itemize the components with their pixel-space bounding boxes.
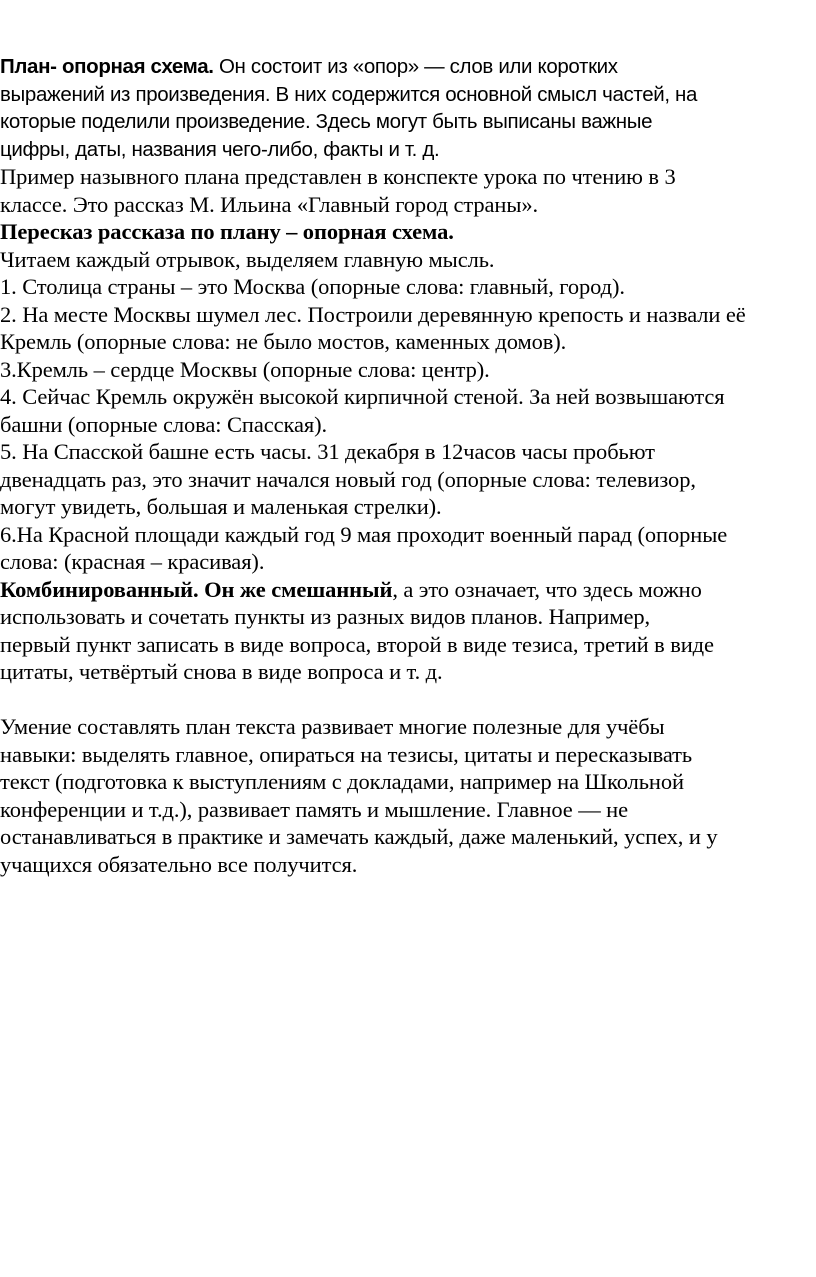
list-item — [0, 301, 816, 356]
paragraph-line: останавливаться в практике и замечать каждый, даже маленький, успех, и у — [0, 824, 718, 849]
paragraph-line: навыки: выделять главное, опираться на тезисы, цитаты и пересказывать — [0, 741, 693, 767]
list-item-line: Кремль (опорные слова: не было мостов, каменных домов). — [0, 329, 567, 354]
paragraph-line: цифры, даты, названия чего-либо, факты и т. д. — [0, 137, 440, 161]
retelling-intro: Читаем каждый отрывок, выделяем главную мысль. — [0, 246, 495, 272]
paragraph-line: выражений из произведения. В них содержится основной смысл частей, на — [0, 82, 698, 106]
paragraph-line: классе. Это рассказ М. Ильина «Главный город страны». — [0, 191, 539, 217]
list-item-line: 2. На месте Москвы шумел лес. Построили деревянную крепость и назвали её — [0, 301, 746, 327]
paragraph-line: учащихся обязательно все получится. — [0, 851, 358, 877]
list-item-line: двенадцать раз, это значит начался новый год (опорные слова: телевизор, — [0, 466, 696, 492]
example-section — [0, 163, 816, 218]
list-item-line: 1. Столица страны – это Москва (опорные слова: главный, город). — [0, 274, 625, 299]
list-item — [0, 438, 816, 521]
plan-support-first-line — [0, 53, 816, 81]
list-item — [0, 356, 816, 384]
paragraph-line: первый пункт записать в виде вопроса, второй в виде тезиса, третий в виде — [0, 631, 714, 657]
conclusion-section — [0, 713, 816, 878]
combined-section — [0, 576, 816, 686]
paragraph-line: которые поделили произведение. Здесь могут быть выписаны важные — [0, 110, 653, 133]
list-item-line: слова: (красная – красивая). — [0, 549, 265, 574]
list-item-line: 6.На Красной площади каждый год 9 мая проходит военный парад (опорные — [0, 521, 728, 547]
combined-text: , а это означает, что здесь можно — [392, 576, 702, 602]
retelling-heading-text: Пересказ рассказа по плану – опорная схема. — [0, 219, 454, 244]
plan-support-section — [0, 53, 816, 163]
retelling-heading — [0, 218, 816, 246]
list-item-line: башни (опорные слова: Спасская). — [0, 411, 328, 437]
paragraph-spacer — [0, 686, 816, 714]
list-item — [0, 383, 816, 438]
paragraph-line: конференции и т.д.), развивает память и мышление. Главное — не — [0, 796, 628, 822]
list-item-line: 5. На Спасской башне есть часы. 31 декабря в 12часов часы пробьют — [0, 439, 655, 464]
plan-support-heading: План- опорная схема. — [0, 55, 214, 78]
paragraph-line: цитаты, четвёртый снова в виде вопроса и т. д. — [0, 659, 443, 684]
plan-support-text: Он состоит из «опор» — слов или коротких — [213, 55, 618, 78]
list-item — [0, 273, 816, 301]
paragraph-line: Пример назывного плана представлен в конспекте урока по чтению в 3 — [0, 164, 676, 189]
list-item — [0, 521, 816, 576]
retelling-section — [0, 218, 816, 576]
paragraph-line: Умение составлять план текста развивает многие полезные для учёбы — [0, 714, 665, 739]
combined-first-line — [0, 576, 816, 604]
document-page — [0, 53, 816, 878]
paragraph-line: использовать и сочетать пункты из разных видов планов. Например, — [0, 604, 651, 629]
list-item-line: 3.Кремль – сердце Москвы (опорные слова: центр). — [0, 356, 490, 382]
combined-heading: Комбинированный. Он же смешанный — [0, 576, 393, 602]
list-item-line: 4. Сейчас Кремль окружён высокой кирпичной стеной. За ней возвышаются — [0, 384, 725, 409]
list-item-line: могут увидеть, большая и маленькая стрелки). — [0, 494, 442, 519]
paragraph-line: текст (подготовка к выступлениям с докладами, например на Школьной — [0, 769, 684, 794]
